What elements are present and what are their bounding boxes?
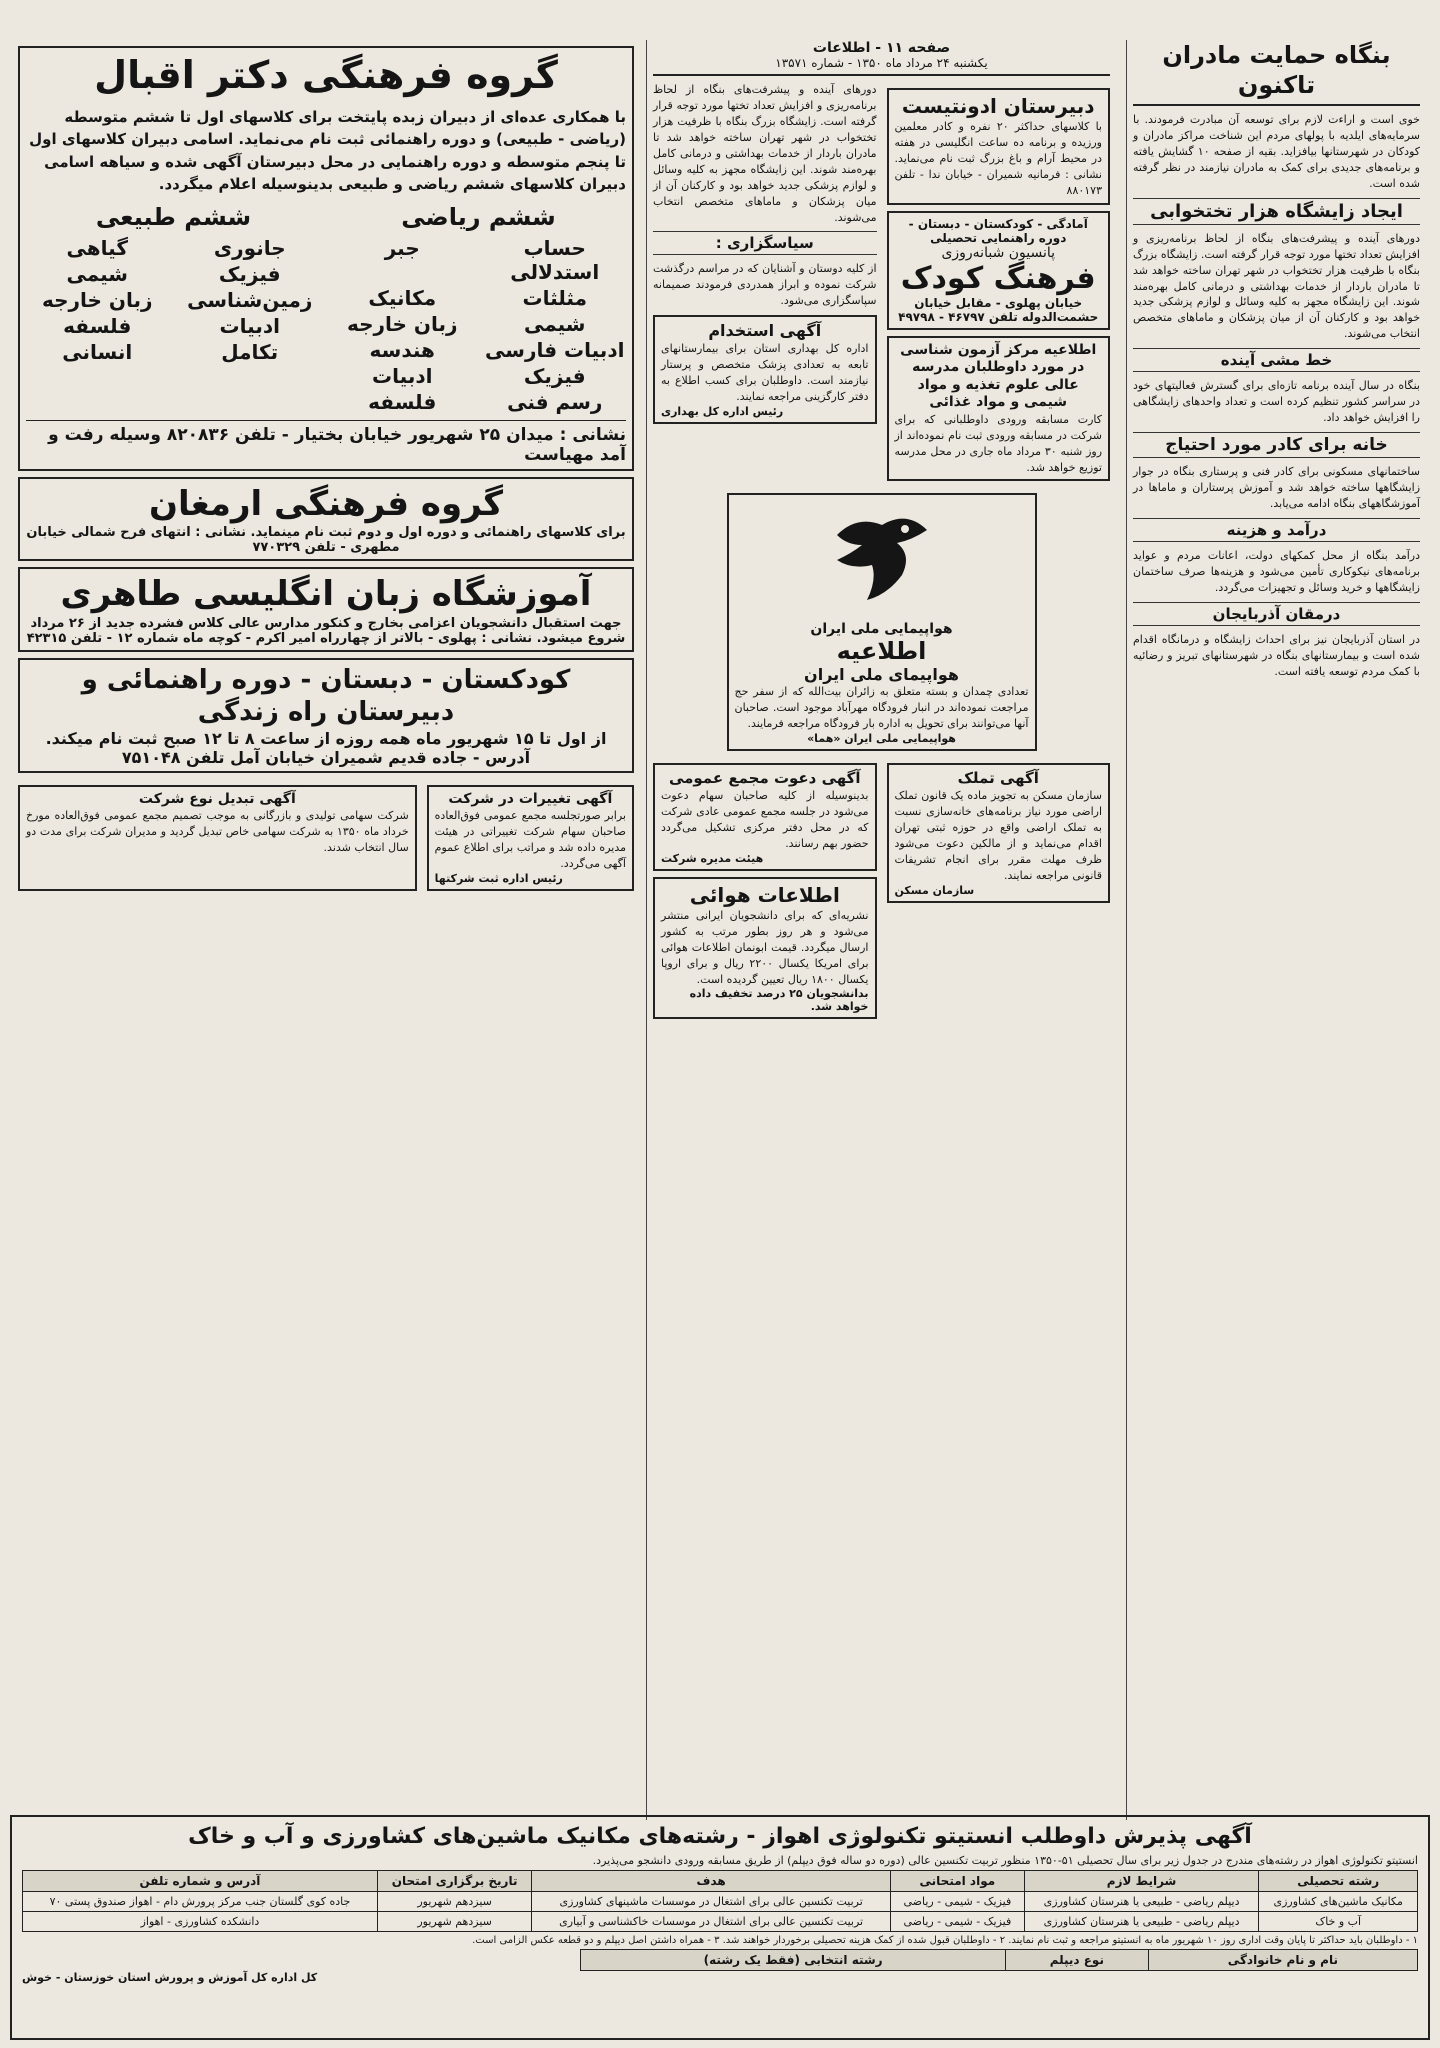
date-line: یکشنبه ۲۴ مرداد ماه ۱۳۵۰ - شماره ۱۳۵۷۱ xyxy=(775,56,988,70)
table-cell: دانشکده کشاورزی - اهواز xyxy=(23,1911,378,1931)
eqbal-address: نشانی : میدان ۲۵ شهریور خیابان بختیار - تلفن ۸۲۰۸۳۶ وسیله رفت و آمد مهیاست xyxy=(26,420,626,465)
page-label: صفحه ۱۱ - اطلاعات xyxy=(812,40,951,56)
riazi-subject: ادبیات فارسی xyxy=(485,337,625,362)
col1-s4-title: خط مشی آینده xyxy=(1133,348,1420,372)
application-form xyxy=(580,1949,1418,1971)
airline-name: هواپیمایی ملی ایران xyxy=(810,621,953,638)
thanks-body: از کلیه دوستان و آشنایان که در مراسم درگذشت شرکت نموده و ابراز همدردی فرمودند صمیمانه سپاسگزاری می‌شود. xyxy=(653,262,877,308)
hiring-body: اداره کل بهداری استان برای بیمارستانهای تابعه به تعدادی پزشک متخصص و پرستار نیازمند است. داوطلبان برای کسب اطلاع به دفتر کارگزینی مراجعه نمایند. xyxy=(661,342,869,404)
notice-title: اطلاعیه xyxy=(836,637,927,666)
eqbal-body: با همکاری عده‌ای از دبیران زبده پایتخت برای کلاسهای اول تا ششم متوسطه (ریاضی - طبیعی) و دوره راهنمائی ثبت نام می‌نماید. اسامی دبیران کلاسهای اول تا پنجم متوسطه و دوره راهنمایی در محل دبیرستان آگهی شده و سیاهه اسامی دبیران کلاسهای ششم ریاضی و طبیعی بدینوسیله اعلام میگردد. xyxy=(29,107,626,193)
col1-s5-title: درآمد و هزینه xyxy=(1133,518,1420,542)
institute-ad xyxy=(10,1815,1430,2040)
adventist-title: دبیرستان ادونتیست xyxy=(901,94,1095,118)
ownership-body: سازمان مسکن به تجویز ماده یک قانون تملک اراضی مورد نیاز برنامه‌های خانه‌سازی نسبت به تملک اراضی واقع در حوزه ثبتی تهران اقدام می‌نماید و از مالکین دعوت می‌شود ظرف مهلت مقرر برای انجام تشریفات قانونی مراجعه نمایند. xyxy=(894,789,1102,882)
table-cell: فیزیک - شیمی - ریاضی xyxy=(890,1911,1024,1931)
form-field-label: نوع دیپلم xyxy=(1005,1949,1148,1970)
ownership-sign: سازمان مسکن xyxy=(894,883,975,897)
tabiei-subject: گیاهی xyxy=(66,235,128,260)
riazi-subject: جبر xyxy=(384,235,420,260)
riazi-subject: مکانیک xyxy=(368,285,437,310)
assembly-ad xyxy=(653,763,877,871)
table-cell: فیزیک - شیمی - ریاضی xyxy=(890,1891,1024,1911)
tabiei-subject: فیزیک xyxy=(218,261,281,286)
riazi-subject: ادبیات xyxy=(372,363,433,388)
exam-center-body: کارت مسابقه ورودی داوطلبانی که برای شرکت در مسابقه ورودی ثبت نام نموده‌اند از روز شنبه ۳۰ مرداد ماه جاری در محل مدرسه توزیع خواهد شد. xyxy=(894,412,1103,474)
table-header: رشته تحصیلی xyxy=(1259,1870,1418,1891)
table-cell: دیپلم ریاضی - طبیعی یا هنرستان کشاورزی xyxy=(1024,1891,1259,1911)
riazi-subject: هندسه xyxy=(369,337,435,362)
assembly-title: آگهی دعوت مجمع عمومی xyxy=(668,769,861,788)
company-type-ad xyxy=(18,785,417,891)
table-cell: سیزدهم شهریور xyxy=(377,1911,531,1931)
col1-s1-body: دورهای آینده و پیشرفت‌های بنگاه از لحاظ برنامه‌ریزی و افزایش تعداد تختها مورد توجه قرار گرفته است. زایشگاه بزرگ بنگاه با ظرفیت هزار تختخواب در شهر تهران ساخته خواهد شد تا مادران باردار از خدمات بهداشتی و درمانی کامل بهره‌مند شوند. این زایشگاه مجهز به کلیه وسائل و لوازم پزشکی جدید خواهد بود و کارکنان آن از میان پزشکان و ماماهای متخصص انتخاب می‌شوند. xyxy=(1133,231,1420,341)
air-mail-ad xyxy=(653,877,877,1020)
col1-s2-title: خانه برای کادر مورد احتیاج xyxy=(1133,432,1420,458)
tabiei-subject: جانوری xyxy=(213,235,286,260)
institute-notes: ۱ - داوطلبان باید حداکثر تا پایان وقت اداری روز ۱۰ شهریور ماه به انستیتو مراجعه و ثبت نام نمایند. ۲ - داوطلبان قبول شده از کمک هزینه تحصیلی برخوردار خواهند شد. ۳ - همراه داشتن اصل دیپلم و دو قطعه عکس الزامی است. xyxy=(472,1934,1418,1946)
company-change-sign: رئیس اداره ثبت شرکتها xyxy=(434,871,563,885)
table-header: تاریخ برگزاری امتحان xyxy=(377,1870,531,1891)
tabiei-subject: انسانی xyxy=(62,339,133,364)
farhang-title: فرهنگ کودک xyxy=(900,260,1096,296)
table-cell: جاده کوی گلستان جنب مرکز پرورش دام - اهواز صندوق پستی ۷۰ xyxy=(23,1891,378,1911)
col1-s5-body: درآمد بنگاه از محل کمکهای دولت، اعانات مردم و عواید برنامه‌های نیکوکاری تأمین می‌شود و هزینه‌ها صرف ساختمان زایشگاهها و خرید وسائل و تجهیزات می‌گردد. xyxy=(1133,548,1420,594)
institute-title: آگهی پذیرش داوطلب انستیتو تکنولوژی اهواز - رشته‌های مکانیک ماشین‌های کشاورزی و آب و خاک xyxy=(188,1824,1252,1849)
table-header: شرایط لازم xyxy=(1024,1870,1259,1891)
tabiei-subject: شیمی xyxy=(66,261,128,286)
hiring-title: آگهی استخدام xyxy=(708,321,822,341)
tabiei-title: ششم طبیعی xyxy=(95,202,252,231)
riazi-subject: شیمی xyxy=(524,311,586,336)
institute-intro: انستیتو تکنولوژی اهواز در رشته‌های مندرج در جدول زیر برای سال تحصیلی ۵۱-۱۳۵۰ منظور تربیت تکنسین عالی (دوره دو ساله فوق دیپلم) از طریق مسابقه ورودی دانشجو می‌پذیرد. xyxy=(592,1853,1418,1867)
column-right xyxy=(1126,40,1426,1820)
col1-s1-title: ایجاد زایشگاه هزار تختخوابی xyxy=(1133,198,1420,225)
notice-body: تعدادی چمدان و بسته متعلق به زائران بیت‌الله که از سفر حج مراجعت نموده‌اند در انبار فرودگاه مهرآباد موجود است. صاحبان آنها می‌توانند برای تحویل به اداره بار فرودگاه مراجعه فرمایند. xyxy=(734,685,1029,731)
taheri-ad xyxy=(18,567,634,652)
riazi-subject: فیزیک xyxy=(523,363,586,388)
rah-zendegi-title: کودکستان - دبستان - دوره راهنمائی و دبیرستان راه زندگی xyxy=(81,664,571,727)
riazi-subject: زبان خارجه xyxy=(346,311,458,336)
col1-s3-title: درمقان آذربایجان xyxy=(1133,602,1420,626)
middle-article: دورهای آینده و پیشرفت‌های بنگاه از لحاظ برنامه‌ریزی و افزایش تعداد تختها مورد توجه قرار گرفته است. زایشگاه بزرگ بنگاه با ظرفیت هزار تختخواب در شهر تهران ساخته خواهد شد تا مادران باردار از خدمات بهداشتی و درمانی کامل بهره‌مند شوند. این زایشگاه مجهز به کلیه وسائل و لوازم پزشکی جدید خواهد بود و کارکنان آن از میان پزشکان و ماماهای متخصص انتخاب می‌شوند. xyxy=(653,83,877,224)
armaghan-ad xyxy=(18,477,634,562)
col1-title: بنگاه حمایت مادران تاکنون xyxy=(1133,40,1420,106)
exam-center-ad xyxy=(887,336,1111,482)
farhang-sub: پانسیون شبانه‌روزی xyxy=(941,244,1056,261)
form-field-label: رشته انتخابی (فقط یک رشته) xyxy=(581,1949,1005,1970)
riazi-subjects xyxy=(331,236,626,414)
table-row xyxy=(23,1911,1418,1931)
table-cell: تربیت تکنسین عالی برای اشتغال در موسسات خاکشناسی و آبیاری xyxy=(532,1911,891,1931)
homa-logo-icon xyxy=(735,505,1029,615)
farhang-top: آمادگی - کودکستان - دبستان - دوره راهنمایی تحصیلی xyxy=(908,216,1088,245)
armaghan-body: برای کلاسهای راهنمائی و دوره اول و دوم ثبت نام مینماید. نشانی : انتهای فرح شمالی خیابان مطهری - تلفن ۷۷۰۳۲۹ xyxy=(26,525,626,555)
hiring-ad xyxy=(653,315,877,424)
column-left xyxy=(12,40,640,1820)
ownership-title: آگهی تملک xyxy=(957,769,1039,788)
page-header xyxy=(653,40,1110,76)
tabiei-subjects xyxy=(26,236,321,364)
notice-sub: هواپیمای ملی ایران xyxy=(804,665,959,685)
riazi-title: ششم ریاضی xyxy=(401,202,556,231)
tabiei-subject: زبان خارجه xyxy=(41,287,153,312)
tabiei-subject: زمین‌شناسی xyxy=(187,287,313,312)
table-cell: دیپلم ریاضی - طبیعی یا هنرستان کشاورزی xyxy=(1024,1911,1259,1931)
rah-zendegi-address: آدرس - جاده قدیم شمیران خیابان آمل تلفن ۷۵۱۰۴۸ xyxy=(121,747,531,767)
taheri-title: آموزشگاه زبان انگلیسی طاهری xyxy=(60,574,592,614)
tabiei-subject: تکامل xyxy=(221,339,279,364)
company-change-title: آگهی تغییرات در شرکت xyxy=(448,790,613,807)
assembly-body: بدینوسیله از کلیه صاحبان سهام دعوت می‌شود در جلسه مجمع عمومی عادی شرکت که در محل دفتر مرکزی تشکیل می‌گردد حضور بهم رسانند. xyxy=(661,789,869,850)
riazi-subject: فلسفه xyxy=(368,389,437,414)
company-change-ad xyxy=(427,785,634,891)
armaghan-title: گروه فرهنگی ارمغان xyxy=(148,483,504,524)
exam-center-title: اطلاعیه مرکز آزمون شناسی در مورد داوطلبان مدرسه عالی علوم تغذیه و مواد شیمی و مواد غذائی xyxy=(900,341,1097,411)
table-header: هدف xyxy=(532,1870,891,1891)
col1-s2-body: ساختمانهای مسکونی برای کادر فنی و پرستاری بنگاه در جوار زایشگاهها ساخته خواهد شد و آموزش پرستاران و ماماها در آموزشگاههای بنگاه ادامه می‌یابد. xyxy=(1133,465,1420,510)
col1-intro: خوی است و اراءت لازم برای توسعه آن مبادرت فرمودند. با سرمایه‌های ایلدیه با پولهای مردم این شناخت مراکز مادران و کودکان در شهرستانها بیافزاید. بقیه از صفحه ۱۰ گشایش یافته و برنامه‌های جدیدی برای کمک به مادران نیازمند در نظر گرفته شده است. xyxy=(1133,113,1420,190)
table-cell: مکانیک ماشین‌های کشاورزی xyxy=(1259,1891,1418,1911)
institute-table xyxy=(22,1870,1418,1932)
company-type-title: آگهی تبدیل نوع شرکت xyxy=(138,790,296,807)
air-mail-title: اطلاعات هوائی xyxy=(689,882,840,907)
form-field-label: نام و نام خانوادگی xyxy=(1148,1949,1417,1970)
company-change-body: برابر صورتجلسه مجمع عمومی فوق‌العاده صاحبان سهام شرکت تغییراتی در هیئت مدیره داده شد و مراتب برای اطلاع عموم آگهی می‌گردد. xyxy=(434,809,626,870)
adventist-body: با کلاسهای حداکثر ۲۰ نفره و کادر معلمین ورزیده و برنامه ده ساعت انگلیسی در هفته در محیط آرام و باغ بزرگ ثبت نام می‌نماید. نشانی : فرمانیه شمیران - خیابان ندا - تلفن ۸۸۰۱۷۳ xyxy=(894,120,1102,197)
adventist-ad xyxy=(887,88,1111,205)
table-cell: آب و خاک xyxy=(1259,1911,1418,1931)
table-cell: سیزدهم شهریور xyxy=(377,1891,531,1911)
thanks-title: سیاسگزاری : xyxy=(653,231,877,255)
taheri-body: جهت استقبال دانشجویان اعزامی بخارج و کنکور مدارس عالی کلاس فشرده جدید از ۲۶ مرداد شروع میشود. نشانی : پهلوی - بالاتر از چهارراه امیر اکرم - کوچه ماه شماره ۱۲ - تلفن ۴۲۳۱۵ xyxy=(26,615,626,646)
farhang-addr: خیابان پهلوی - مقابل خیابان حشمت‌الدوله تلفن ۴۶۷۹۷ - ۴۹۷۹۸ xyxy=(898,295,1099,324)
airline-notice xyxy=(727,493,1037,751)
air-mail-note: بدانشجویان ۲۵ درصد تخفیف داده خواهد شد. xyxy=(689,987,869,1014)
riazi-subject: حساب استدلالی xyxy=(510,235,600,284)
farhang-kodak-ad xyxy=(887,211,1111,330)
eqbal-title: گروه فرهنگی دکتر اقبال xyxy=(94,53,558,97)
col1-s4-body: بنگاه در سال آینده برنامه تازه‌ای برای گسترش فعالیتهای خود در سراسر کشور تنظیم کرده است و تعداد واحدهای زایشگاهی را افزایش خواهد داد. xyxy=(1133,379,1420,425)
hiring-sign: رئیس اداره کل بهداری xyxy=(661,405,784,418)
table-header: آدرس و شماره تلفن xyxy=(23,1870,378,1891)
assembly-sign: هیئت مدیره شرکت xyxy=(661,851,764,865)
tabiei-subject: ادبیات xyxy=(219,313,280,338)
notice-sign: هواپیمایی ملی ایران «هما» xyxy=(807,732,956,746)
tabiei-subject: فلسفه xyxy=(63,313,132,338)
institute-sign: کل اداره کل آموزش و پرورش استان خوزستان - خوش xyxy=(22,1970,318,1984)
table-row xyxy=(23,1891,1418,1911)
table-cell: تربیت تکنسین عالی برای اشتغال در موسسات ماشینهای کشاورزی xyxy=(532,1891,891,1911)
table-header: مواد امتحانی xyxy=(890,1870,1024,1891)
riazi-subject: مثلثات xyxy=(522,285,587,310)
column-middle xyxy=(646,40,1116,1820)
riazi-subject: رسم فنی xyxy=(507,389,603,414)
ownership-ad xyxy=(887,763,1111,902)
company-type-body: شرکت سهامی تولیدی و بازرگانی به موجب تصمیم مجمع عمومی فوق‌العاده مورخ خرداد ماه ۱۳۵۰ به شرکت سهامی خاص تبدیل گردید و مدیران شرکت برای مدت دو سال انتخاب شدند. xyxy=(26,809,409,854)
eqbal-ad xyxy=(18,46,634,471)
col1-s3-body: در استان آذربایجان نیز برای احداث زایشگاه و درمانگاه اقدام شده است و بیمارستانهای بنگاه در شهرستانهای تبریز و رضائیه با کمک مردم توسعه یافته است. xyxy=(1133,632,1420,678)
rah-zendegi-ad xyxy=(18,658,634,773)
rah-zendegi-body: از اول تا ۱۵ شهریور ماه همه روزه از ساعت ۸ تا ۱۲ صبح ثبت نام میکند. xyxy=(45,728,607,748)
air-mail-body: نشریه‌ای که برای دانشجویان ایرانی منتشر می‌شود و هر روز بطور مرتب به کشور ارسال میگردد. قیمت ابونمان اطلاعات هوائی برای امریکا یکسال ۲۲۰۰ ریال و برای اروپا یکسال ۱۸۰۰ ریال تعیین گردیده است. xyxy=(661,908,869,986)
